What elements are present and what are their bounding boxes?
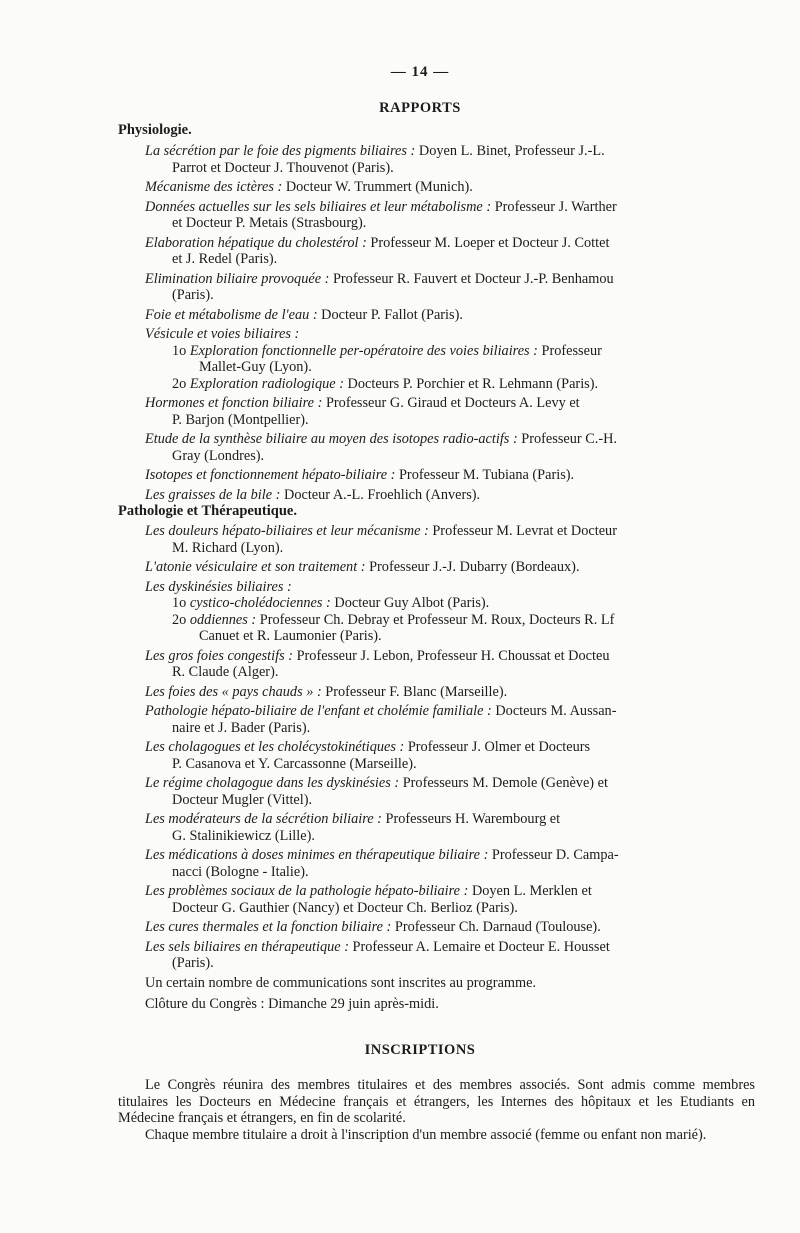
pathologie-heading: Pathologie et Thérapeutique. bbox=[118, 503, 297, 519]
physiologie-heading: Physiologie. bbox=[118, 122, 192, 138]
sub-number: 2o bbox=[172, 611, 187, 628]
report-entry bbox=[145, 739, 755, 772]
sub-number: 2o bbox=[172, 375, 187, 392]
cloture-text: Clôture du Congrès : Dimanche 29 juin après-midi. bbox=[145, 996, 439, 1012]
report-authors: Professeur J. Lebon, Professeur H. Choussat et Docteu bbox=[296, 647, 610, 664]
report-entry bbox=[145, 235, 755, 268]
report-entry bbox=[145, 395, 755, 428]
report-authors-continued: M. Richard (Lyon). bbox=[172, 539, 284, 556]
report-title: Les cures thermales et la fonction biliaire : bbox=[145, 919, 392, 935]
report-title: Etude de la synthèse biliaire au moyen des isotopes radio-actifs : bbox=[145, 431, 518, 447]
report-entry bbox=[145, 487, 755, 504]
report-authors: Professeur A. Lemaire et Docteur E. Housset bbox=[352, 938, 610, 955]
report-title: Les problèmes sociaux de la pathologie hépato-biliaire : bbox=[145, 883, 469, 899]
report-entry bbox=[145, 775, 755, 808]
report-title: Foie et métabolisme de l'eau : bbox=[145, 306, 318, 323]
report-entry bbox=[145, 307, 755, 324]
report-authors-continued: et J. Redel (Paris). bbox=[172, 251, 278, 267]
sub-entry bbox=[145, 376, 755, 393]
report-authors: Professeur G. Giraud et Docteurs A. Levy et bbox=[325, 395, 580, 411]
report-entry bbox=[145, 939, 755, 972]
inscriptions-heading: INSCRIPTIONS bbox=[364, 1042, 476, 1058]
sub-number: 1o bbox=[172, 595, 187, 611]
report-authors: Professeur M. Loeper et Docteur J. Cottet bbox=[370, 234, 610, 251]
vesicule-group bbox=[145, 326, 755, 392]
report-authors: Professeur M. Tubiana (Paris). bbox=[398, 467, 575, 483]
report-authors: Docteur A.-L. Froehlich (Anvers). bbox=[284, 486, 481, 503]
report-entry bbox=[145, 271, 755, 304]
report-authors-continued: G. Stalinikiewicz (Lille). bbox=[172, 827, 315, 844]
report-authors: Professeurs M. Demole (Genève) et bbox=[402, 775, 608, 791]
sub-title: oddiennes : bbox=[189, 611, 257, 628]
report-authors-continued: R. Claude (Alger). bbox=[172, 664, 279, 680]
report-entry bbox=[145, 431, 755, 464]
inscriptions-paragraph-2: Chaque membre titulaire a droit à l'inscription d'un membre associé (femme ou enfant non marié). bbox=[145, 1127, 707, 1143]
dyskinesies-title: Les dyskinésies biliaires : bbox=[145, 578, 292, 595]
report-authors: Doyen L. Merklen et bbox=[471, 883, 592, 899]
rapports-heading: RAPPORTS bbox=[379, 100, 461, 116]
sub-entry bbox=[145, 595, 755, 612]
report-title: L'atonie vésiculaire et son traitement : bbox=[145, 559, 366, 575]
report-entry bbox=[145, 684, 755, 701]
report-entry bbox=[145, 143, 755, 176]
report-title: Elimination biliaire provoquée : bbox=[145, 270, 330, 287]
report-authors: Professeur J.-J. Dubarry (Bordeaux). bbox=[369, 559, 580, 575]
report-entry bbox=[145, 179, 755, 196]
report-entry bbox=[145, 523, 755, 556]
report-authors: Professeur F. Blanc (Marseille). bbox=[325, 683, 508, 700]
report-authors: Professeur D. Campa- bbox=[491, 847, 619, 863]
report-authors-continued: Docteur Mugler (Vittel). bbox=[172, 791, 313, 808]
report-authors: Professeur J. Warther bbox=[494, 198, 617, 215]
report-entry bbox=[145, 648, 755, 681]
report-title: Elaboration hépatique du cholestérol : bbox=[145, 234, 367, 251]
sub-title: cystico-cholédociennes : bbox=[189, 595, 331, 611]
report-authors: Docteurs M. Aussan- bbox=[495, 703, 617, 719]
sub-title: Exploration fonctionnelle per-opératoire des voies biliaires : bbox=[189, 342, 538, 359]
physiologie-list bbox=[145, 143, 755, 506]
report-entry bbox=[145, 703, 755, 736]
communications-text: Un certain nombre de communications sont inscrites au programme. bbox=[145, 975, 537, 991]
report-title: Les gros foies congestifs : bbox=[145, 647, 293, 664]
sub-number: 1o bbox=[172, 342, 187, 359]
report-title: Les sels biliaires en thérapeutique : bbox=[145, 938, 349, 955]
report-entry bbox=[145, 883, 755, 916]
report-authors-continued: Docteur G. Gauthier (Nancy) et Docteur Ch. Berlioz (Paris). bbox=[172, 899, 518, 916]
report-title: Les foies des « pays chauds » : bbox=[145, 683, 322, 700]
report-authors: Docteur P. Fallot (Paris). bbox=[321, 306, 463, 323]
report-title: Hormones et fonction biliaire : bbox=[145, 395, 323, 411]
report-title: Les douleurs hépato-biliaires et leur mécanisme : bbox=[145, 523, 429, 539]
report-title: Le régime cholagogue dans les dyskinésies : bbox=[145, 775, 400, 791]
report-authors-continued: naire et J. Bader (Paris). bbox=[172, 719, 311, 736]
report-title: Les cholagogues et les cholécystokinétiques : bbox=[145, 739, 405, 755]
report-entry bbox=[145, 467, 755, 484]
report-authors-continued: Parrot et Docteur J. Thouvenot (Paris). bbox=[172, 159, 394, 176]
inscriptions-paragraph-1: Le Congrès réunira des membres titulaires et des membres associés. Sont admis comme membres titulaires les Docteurs en Médecine français et étrangers, les Internes des hôpitaux et les Etudiants en Médecine français et étrangers, en fin de scolarité. bbox=[118, 1077, 755, 1126]
report-authors-continued: Gray (Londres). bbox=[172, 447, 265, 464]
sub-title: Exploration radiologique : bbox=[189, 375, 344, 392]
report-authors: Doyen L. Binet, Professeur J.-L. bbox=[418, 143, 605, 159]
report-entry bbox=[145, 199, 755, 232]
report-authors: Professeur M. Levrat et Docteur bbox=[432, 523, 617, 539]
page-number: — 14 — bbox=[390, 64, 450, 80]
report-entry bbox=[145, 847, 755, 880]
report-authors: Professeur R. Fauvert et Docteur J.-P. Benhamou bbox=[332, 270, 614, 287]
sub-authors: Docteur Guy Albot (Paris). bbox=[334, 595, 490, 611]
report-authors-continued: et Docteur P. Metais (Strasbourg). bbox=[172, 215, 367, 231]
report-title: La sécrétion par le foie des pigments biliaires : bbox=[145, 143, 416, 159]
vesicule-title: Vésicule et voies biliaires : bbox=[145, 326, 300, 342]
sub-authors-continued: Canuet et R. Laumonier (Paris). bbox=[199, 628, 382, 644]
dyskinesies-group bbox=[145, 579, 755, 645]
report-authors-continued: P. Barjon (Montpellier). bbox=[172, 411, 309, 428]
report-authors-continued: P. Casanova et Y. Carcassonne (Marseille). bbox=[172, 755, 417, 772]
report-title: Les modérateurs de la sécrétion biliaire : bbox=[145, 811, 382, 827]
report-authors: Docteur W. Trummert (Munich). bbox=[285, 179, 473, 195]
report-entry bbox=[145, 811, 755, 844]
sub-entry bbox=[145, 612, 755, 645]
report-authors: Professeur Ch. Darnaud (Toulouse). bbox=[394, 919, 601, 935]
report-authors: Professeur C.-H. bbox=[521, 431, 617, 447]
report-title: Isotopes et fonctionnement hépato-biliaire : bbox=[145, 467, 396, 483]
sub-authors: Professeur bbox=[541, 342, 602, 359]
report-title: Les médications à doses minimes en thérapeutique biliaire : bbox=[145, 847, 489, 863]
report-authors: Professeurs H. Warembourg et bbox=[385, 811, 561, 827]
report-title: Pathologie hépato-biliaire de l'enfant et cholémie familiale : bbox=[145, 703, 492, 719]
report-title: Mécanisme des ictères : bbox=[145, 179, 283, 195]
report-title: Données actuelles sur les sels biliaires et leur métabolisme : bbox=[145, 198, 492, 215]
report-entry bbox=[145, 559, 755, 576]
report-title: Les graisses de la bile : bbox=[145, 486, 281, 503]
report-authors-continued: (Paris). bbox=[172, 955, 214, 971]
report-entry bbox=[145, 919, 755, 936]
report-authors-continued: (Paris). bbox=[172, 287, 214, 303]
report-authors-continued: nacci (Bologne - Italie). bbox=[172, 863, 309, 880]
sub-authors-continued: Mallet-Guy (Lyon). bbox=[199, 359, 312, 375]
pathologie-list bbox=[145, 523, 755, 975]
sub-entry bbox=[145, 343, 755, 376]
sub-authors: Docteurs P. Porchier et R. Lehmann (Paris). bbox=[347, 375, 599, 392]
sub-authors: Professeur Ch. Debray et Professeur M. Roux, Docteurs R. Lf bbox=[259, 611, 615, 628]
report-authors: Professeur J. Olmer et Docteurs bbox=[407, 739, 591, 755]
